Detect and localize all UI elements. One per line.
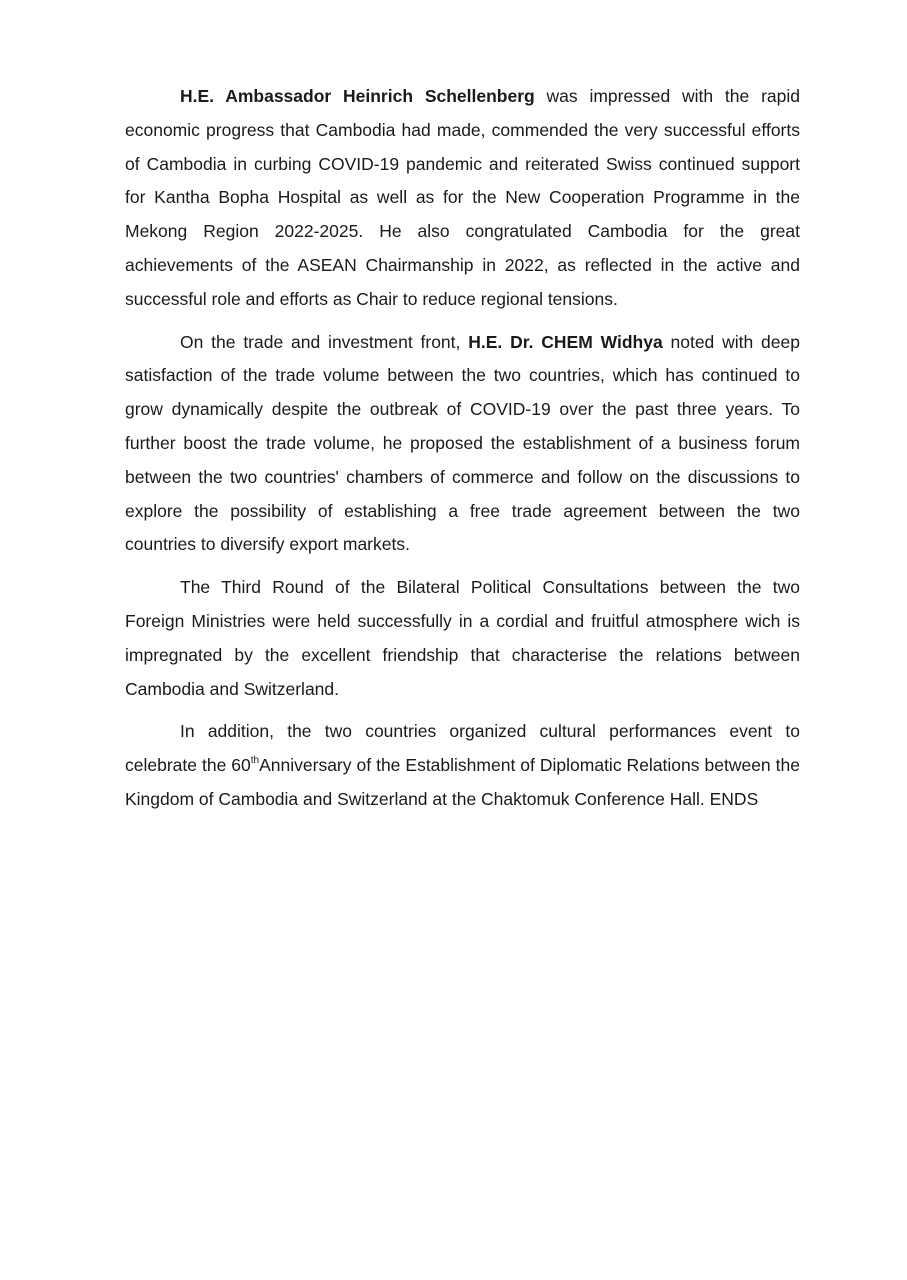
- paragraph-text: Anniversary of the Establishment of Diplomatic Relations between the Kingdom of Cambodia and Switzerland at the Chaktomuk Conference Hall. ENDS: [125, 755, 800, 809]
- paragraph-cultural-event: [125, 715, 800, 816]
- document-body: [125, 80, 800, 826]
- ambassador-name: H.E. Ambassador Heinrich Schellenberg: [180, 86, 535, 106]
- paragraph-trade-investment: [125, 326, 800, 563]
- paragraph-ambassador-remarks: [125, 80, 800, 317]
- paragraph-text: On the trade and investment front,: [180, 331, 469, 352]
- minister-name: H.E. Dr. CHEM Widhya: [468, 331, 663, 352]
- paragraph-text: was impressed with the rapid economic progress that Cambodia had made, commended the very successful efforts of Cambodia in curbing COVID-19 pandemic and reiterated Swiss continued support for Kantha Bopha Hospital as well as for the New Cooperation Programme in the Mekong Region 2022-2025. He also congratulated Cambodia for the great achievements of the ASEAN Chairmanship in 2022, as reflected in the active and successful role and efforts as Chair to reduce regional tensions.: [125, 86, 800, 309]
- paragraph-political-consultations: [125, 571, 800, 706]
- paragraph-text: noted with deep satisfaction of the trade volume between the two countries, which has continued to grow dynamically despite the outbreak of COVID-19 over the past three years. To further boost the trade volume, he proposed the establishment of a business forum between the two countries' chambers of commerce and follow on the discussions to explore the possibility of establishing a free trade agreement between the two countries to diversify export markets.: [125, 331, 800, 555]
- paragraph-text: In addition, the two countries organized cultural performances event to celebrate the 60: [125, 721, 800, 776]
- ordinal-superscript: th: [250, 755, 260, 767]
- paragraph-text: The Third Round of the Bilateral Political Consultations between the two Foreign Ministries were held successfully in a cordial and fruitful atmosphere wich is impregnated by the excellent friendship that characterise the relations between Cambodia and Switzerland.: [125, 577, 800, 699]
